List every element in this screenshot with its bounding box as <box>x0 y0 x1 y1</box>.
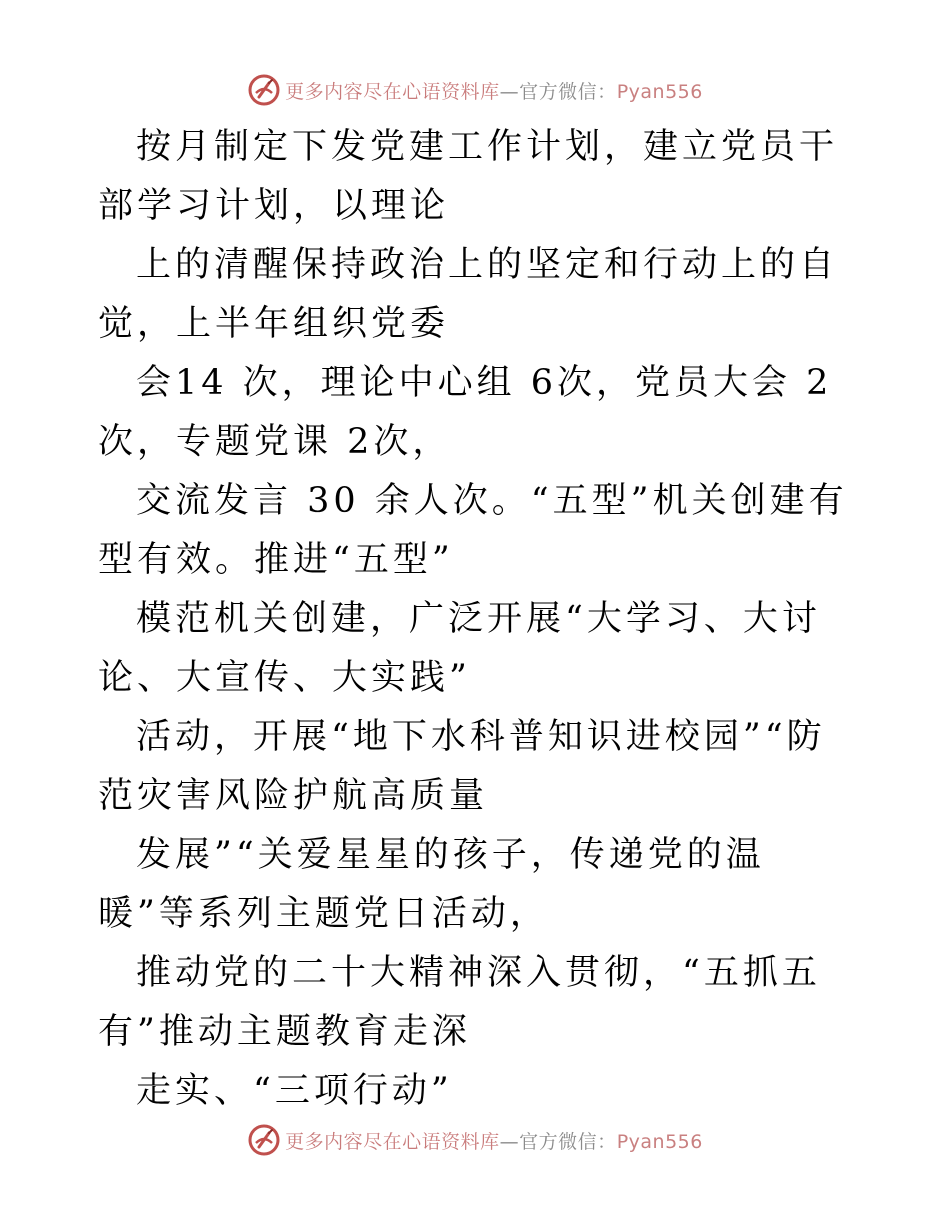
book-pen-logo-icon <box>247 1123 281 1157</box>
paragraph-4: 交流发言 30 余人次。“五型”机关创建有型有效。推进“五型” <box>98 481 848 580</box>
paragraph-1: 按月制定下发党建工作计划，建立党员干部学习计划，以理论 <box>98 127 839 226</box>
book-pen-logo-icon <box>247 73 281 107</box>
paragraph-5: 模范机关创建，广泛开展“大学习、大讨论、大宣传、大实践” <box>98 599 821 698</box>
banner-main-text: 更多内容尽在心语资料库 <box>285 1130 500 1153</box>
header-banner <box>0 70 950 110</box>
banner-wechat-id: Pyan556 <box>616 80 703 103</box>
footer-banner <box>0 1120 950 1160</box>
banner-wechat-label: 官方微信： <box>519 1130 617 1153</box>
paragraph-7: 发展”“关爱星星的孩子，传递党的温暖”等系列主题党日活动， <box>98 835 765 934</box>
banner-separator: — <box>499 1130 520 1153</box>
paragraph-6: 活动，开展“地下水科普知识进校园”“防范灾害风险护航高质量 <box>98 717 826 816</box>
paragraph-2: 上的清醒保持政治上的坚定和行动上的自觉，上半年组织党委 <box>98 245 839 344</box>
banner-separator: — <box>499 80 520 103</box>
banner-wechat-id: Pyan556 <box>616 1130 703 1153</box>
banner-main-text: 更多内容尽在心语资料库 <box>285 80 500 103</box>
paragraph-9: 走实、“三项行动” <box>136 1071 453 1111</box>
paragraph-3: 会14 次，理论中心组 6次，党员大会 2次，专题党课 2次， <box>98 363 833 462</box>
document-body <box>98 118 858 1121</box>
paragraph-8: 推动党的二十大精神深入贯彻，“五抓五有”推动主题教育走深 <box>98 953 821 1052</box>
banner-wechat-label: 官方微信： <box>519 80 617 103</box>
